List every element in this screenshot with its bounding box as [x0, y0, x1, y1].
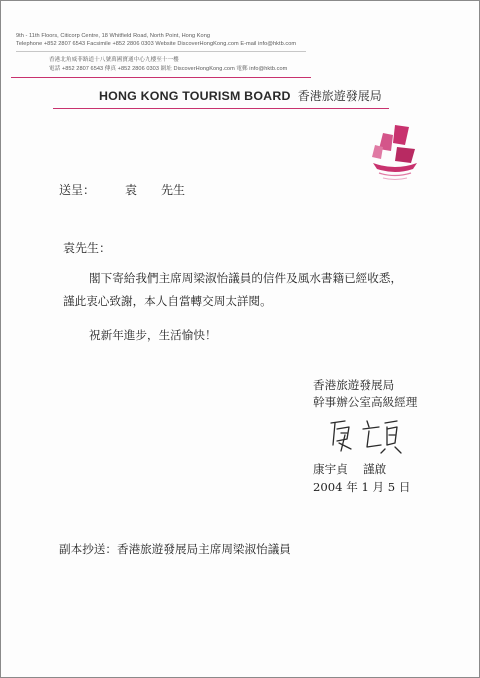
- salutation: 袁先生：: [63, 241, 112, 255]
- letterhead-address-zh: 香港北角威菲路道十八號萬國寶通中心九樓至十一樓: [49, 57, 179, 63]
- sender-name: 康宇貞: [313, 462, 348, 476]
- body-line-2: 謹此衷心致謝，本人自當轉交周太詳閱。: [63, 294, 272, 308]
- letterhead-contact-en: Telephone +852 2807 6543 Facsimile +852 2806 0303 Website DiscoverHongKong.com E-mail info@hktb.com: [16, 41, 297, 47]
- sender-department: 幹事辦公室高級經理: [313, 395, 418, 409]
- letterhead-pink-rule-bottom: [53, 108, 389, 109]
- brand-name-en: HONG KONG TOURISM BOARD: [99, 89, 291, 103]
- body-line-1: 閣下寄給我們主席周梁淑怡議員的信件及風水書籍已經收悉，: [89, 271, 403, 285]
- cc-line: 副本抄送：香港旅遊發展局主席周梁淑怡議員: [59, 542, 291, 556]
- letterhead-pink-rule-top: [11, 77, 311, 78]
- letter-date: 2004 年 1 月 5 日: [313, 480, 411, 494]
- letterhead-address-en: 9th - 11th Floors, Citicorp Centre, 18 Whitfield Road, North Point, Hong Kong: [16, 33, 211, 39]
- recipient-label: 送呈：: [59, 183, 96, 197]
- brand-name-zh: 香港旅遊發展局: [297, 89, 382, 103]
- handwritten-signature-icon: [323, 415, 407, 455]
- recipient-name: 袁 先生: [125, 183, 186, 197]
- brand-name: [99, 85, 382, 104]
- letterhead-divider: [16, 51, 306, 52]
- junk-boat-logo-icon: [369, 123, 421, 183]
- sender-organization: 香港旅遊發展局: [313, 378, 395, 392]
- sender-sign-off: 謹啟: [363, 462, 387, 476]
- letterhead-contact-zh: 電話 +852 2807 6543 傳真 +852 2806 0303 網址 DiscoverHongKong.com 電郵 info@hktb.com: [49, 66, 288, 72]
- closing-wish: 祝新年進步，生活愉快！: [89, 328, 217, 342]
